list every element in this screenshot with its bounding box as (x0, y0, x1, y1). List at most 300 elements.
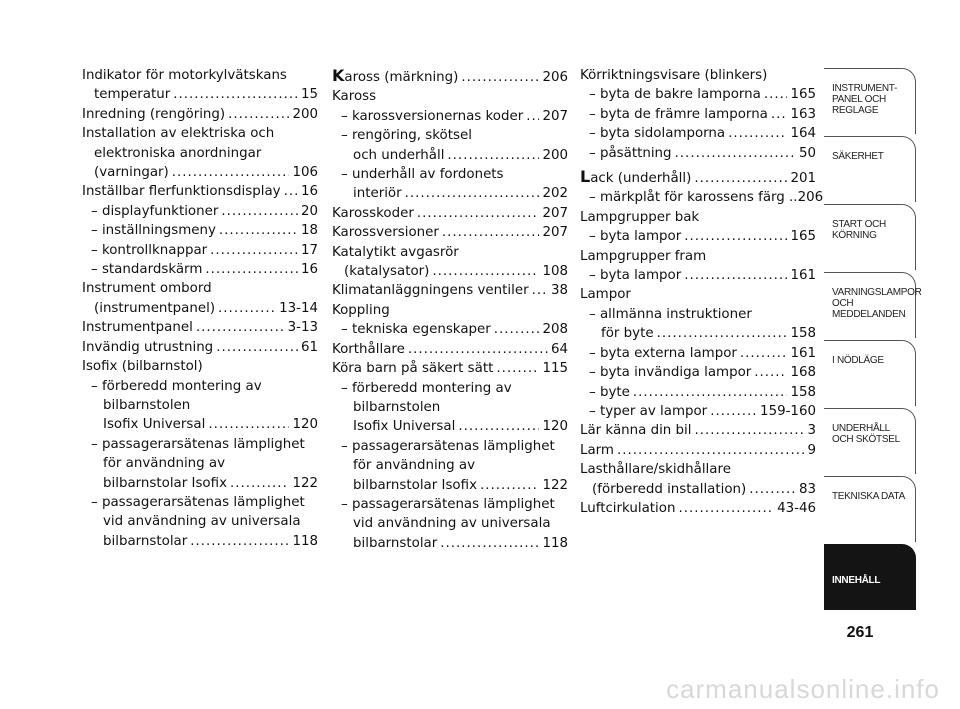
index-line (589, 85, 816, 104)
index-line (580, 499, 816, 518)
index-line (341, 437, 568, 456)
index-page-ref: 115 (542, 361, 568, 377)
leader-dots (695, 421, 805, 440)
index-term: Karosskoder (332, 205, 414, 221)
index-line (341, 534, 568, 553)
section-tab-label: REGLAGE (832, 105, 879, 116)
section-tab[interactable] (824, 476, 916, 542)
index-line (341, 417, 568, 436)
index-term: vid användning av universala (353, 516, 551, 532)
index-line (589, 188, 824, 207)
index-line (580, 421, 816, 440)
index-line (589, 105, 816, 124)
index-line (341, 379, 568, 398)
index-line (91, 202, 318, 221)
leader-dots (221, 202, 298, 221)
index-page-ref: 164 (790, 126, 816, 142)
index-line (341, 476, 568, 495)
index-line (332, 243, 568, 262)
index-page-ref: 161 (790, 345, 816, 361)
index-entry (82, 279, 318, 318)
index-line (332, 340, 568, 359)
index-entry (580, 85, 816, 104)
index-entry (580, 266, 816, 285)
index-page-ref: 3-13 (287, 320, 318, 336)
index-line (580, 66, 816, 85)
leader-dots (442, 223, 540, 242)
index-line (589, 363, 816, 382)
index-entry (82, 338, 318, 357)
leader-dots (771, 105, 788, 124)
index-page-ref: 3 (807, 423, 816, 439)
index-term: Körriktningsvisare (blinkers) (580, 68, 768, 83)
index-entry (580, 124, 816, 143)
index-entry (580, 363, 816, 382)
index-page-ref: 120 (542, 419, 568, 435)
index-line (332, 359, 568, 378)
index-term: Instrument ombord (82, 281, 212, 297)
index-entry (580, 344, 816, 363)
index-term: – passagerarsätenas lämplighet (91, 494, 305, 510)
index-term: (instrumentpanel) (94, 300, 216, 316)
leader-dots (440, 534, 539, 553)
index-term: – byte (589, 384, 630, 400)
index-line (589, 227, 816, 246)
leader-dots (496, 359, 539, 378)
leader-dots (196, 318, 285, 337)
index-term: Lampor (580, 287, 631, 303)
index-term: – förberedd montering av (341, 380, 512, 396)
index-line (580, 480, 816, 499)
index-line (82, 182, 318, 201)
leader-dots (480, 476, 539, 495)
index-line (341, 398, 568, 417)
index-term: Inställbar flerfunktionsdisplay (82, 184, 281, 200)
index-term: – typer av lampor (589, 403, 708, 419)
section-tab-label: PANEL OCH (832, 94, 886, 105)
index-entry (580, 66, 816, 85)
leader-dots (657, 324, 788, 343)
leader-dots (764, 85, 788, 104)
index-page-ref: 120 (292, 417, 318, 433)
index-term: Invändig utrustning (82, 339, 214, 355)
section-tab-label: OCH (832, 298, 854, 309)
index-column-3 (580, 66, 824, 518)
index-page-ref: 122 (542, 477, 568, 493)
index-page-ref: 83 (798, 481, 816, 497)
index-line (82, 318, 318, 337)
index-entry (82, 105, 318, 124)
index-line (82, 85, 318, 104)
index-page-ref: 17 (300, 242, 318, 258)
index-line (82, 279, 318, 298)
index-page-ref: 208 (542, 322, 568, 338)
section-tab[interactable] (824, 68, 916, 134)
index-term: – inställningsmeny (91, 223, 216, 239)
index-entry (82, 357, 318, 376)
index-letter-initial: K (332, 66, 345, 85)
index-term: – byta externa lampor (589, 345, 737, 361)
index-term: – passagerarsätenas lämplighet (91, 436, 305, 452)
index-term: Köra barn på säkert sätt (332, 361, 494, 377)
index-page-ref: 20 (300, 203, 318, 219)
index-term: Isofix (bilbarnstol) (82, 359, 203, 375)
index-entry (332, 281, 568, 300)
index-line (580, 167, 816, 188)
index-entry (580, 285, 816, 304)
index-term: vid användning av universala (103, 514, 301, 530)
index-term: elektroniska anordningar (94, 145, 262, 161)
index-line (589, 383, 816, 402)
leader-dots (408, 340, 548, 359)
index-term: Lär känna din bil (580, 423, 692, 439)
index-entry (332, 495, 568, 553)
index-entry (332, 107, 568, 126)
leader-dots (432, 262, 539, 281)
index-line (91, 454, 318, 473)
index-line (82, 163, 318, 182)
index-page-ref: 118 (292, 533, 318, 549)
index-term: Indikator för motorkylvätskans (82, 68, 287, 83)
index-page-ref: 159-160 (760, 403, 816, 419)
leader-dots (461, 68, 539, 87)
leader-dots (405, 184, 540, 203)
index-line (91, 435, 318, 454)
index-line (82, 105, 318, 124)
index-entry (580, 247, 816, 266)
section-tabs (824, 68, 922, 610)
index-line (589, 144, 816, 163)
index-page-ref: 207 (542, 225, 568, 241)
index-entry (332, 66, 568, 87)
leader-dots (208, 415, 289, 434)
index-entry (580, 167, 816, 188)
section-tab[interactable] (824, 272, 922, 338)
index-line (341, 320, 568, 339)
index-term: temperatur (94, 87, 171, 103)
section-tab-label: UNDERHÅLL (832, 423, 890, 434)
index-page-ref: 50 (798, 145, 816, 161)
section-tab-label: VARNINGSLAMPOR (832, 287, 922, 298)
section-tab[interactable] (824, 340, 916, 406)
index-term: – passagerarsätenas lämplighet (341, 438, 555, 454)
section-tab[interactable] (824, 544, 916, 610)
leader-dots (172, 163, 290, 182)
index-term: – byta de bakre lamporna (589, 87, 761, 103)
index-line (589, 305, 816, 324)
index-entry (332, 340, 568, 359)
index-entry (82, 241, 318, 260)
index-entry (82, 260, 318, 279)
index-entry (332, 437, 568, 495)
index-page-ref: 38 (550, 283, 568, 299)
index-page-ref: 18 (300, 223, 318, 239)
index-term: – displayfunktioner (91, 203, 219, 219)
index-term: – rengöring, skötsel (341, 128, 472, 144)
index-term: Instrumentpanel (82, 320, 193, 336)
index-term: för användning av (103, 456, 226, 472)
section-tab[interactable] (824, 204, 916, 270)
index-line (332, 281, 568, 300)
index-term: – byta lampor (589, 229, 682, 245)
section-tab-label: MEDDELANDEN (832, 309, 906, 320)
leader-dots (754, 363, 787, 382)
index-line (82, 144, 318, 163)
index-term: Installation av elektriska och (82, 126, 275, 142)
index-entry (82, 124, 318, 182)
index-line (341, 146, 568, 165)
index-entry (332, 87, 568, 106)
index-term: Koppling (332, 302, 390, 318)
index-page-ref: 206 (542, 70, 568, 85)
index-term: – underhåll av fordonets (341, 167, 504, 183)
index-entry (82, 182, 318, 201)
index-line (341, 184, 568, 203)
section-tab-label: SÄKERHET (832, 151, 884, 162)
index-line (82, 299, 318, 318)
leader-dots (684, 227, 787, 246)
index-page-ref: 207 (542, 108, 568, 124)
index-term: (förberedd installation) (592, 481, 747, 497)
index-page-ref: 118 (542, 535, 568, 551)
index-line (91, 260, 318, 279)
leader-dots (694, 169, 787, 188)
index-entry (332, 165, 568, 204)
index-entry (580, 383, 816, 402)
section-tab[interactable] (824, 408, 916, 474)
index-column-2 (332, 66, 568, 553)
index-term: Lampgrupper fram (580, 248, 707, 264)
index-page-ref: 106 (292, 165, 318, 181)
index-page-ref: 165 (790, 229, 816, 245)
leader-dots (284, 182, 298, 201)
index-entry (580, 441, 816, 460)
index-line (91, 396, 318, 415)
index-entry (580, 402, 816, 421)
index-entry (580, 105, 816, 124)
index-page-ref: 168 (790, 365, 816, 381)
index-term: Kaross (332, 89, 377, 105)
index-term: (katalysator) (344, 264, 430, 280)
leader-dots (617, 441, 804, 460)
index-entry (580, 227, 816, 246)
index-entry (580, 208, 816, 227)
index-page-ref: 200 (292, 106, 318, 122)
index-term: – märkplåt för karossens färg .. (589, 190, 798, 206)
index-line (332, 262, 568, 281)
index-term: – byta de främre lamporna (589, 106, 768, 122)
index-page-ref: 161 (790, 268, 816, 284)
index-entry (82, 66, 318, 105)
leader-dots (684, 266, 787, 285)
index-line (82, 124, 318, 143)
index-line (589, 344, 816, 363)
leader-dots (633, 383, 788, 402)
index-entry (332, 223, 568, 242)
leader-dots (210, 241, 298, 260)
index-line (332, 223, 568, 242)
leader-dots (749, 480, 796, 499)
index-term: Larm (580, 442, 614, 458)
index-term: för byte (601, 326, 654, 342)
index-term: bilbarnstolen (353, 399, 441, 415)
leader-dots (678, 499, 774, 518)
index-term: Luftcirkulation (580, 500, 676, 516)
index-entry (580, 305, 816, 344)
index-term: bilbarnstolen (103, 397, 191, 413)
leader-dots (675, 144, 796, 163)
index-entry (82, 377, 318, 435)
leader-dots (190, 532, 289, 551)
index-line (91, 241, 318, 260)
index-term: Lack (underhåll) (580, 167, 692, 187)
index-line (91, 512, 318, 531)
index-term: Katalytikt avgasrör (332, 244, 459, 260)
index-term: – byta sidolamporna (589, 126, 726, 142)
index-line (332, 87, 568, 106)
index-entry (332, 204, 568, 223)
leader-dots (526, 107, 539, 126)
index-page-ref: 165 (790, 87, 816, 103)
index-entry (82, 318, 318, 337)
index-term: bilbarnstolar Isofix (353, 477, 477, 493)
leader-dots (417, 204, 540, 223)
section-tab-label: I NÖDLÄGE (832, 355, 884, 366)
leader-dots (728, 124, 787, 143)
index-entry (332, 320, 568, 339)
index-term: – förberedd montering av (91, 378, 262, 394)
index-page-ref: 158 (790, 384, 816, 400)
index-line (341, 495, 568, 514)
leader-dots (216, 338, 298, 357)
index-page-ref: 201 (790, 171, 816, 187)
index-page-ref: 61 (300, 339, 318, 355)
leader-dots (230, 474, 289, 493)
index-line (589, 402, 816, 421)
index-line (580, 208, 816, 227)
section-tab-label: OCH SKÖTSEL (832, 434, 900, 445)
index-line (341, 165, 568, 184)
index-line (332, 301, 568, 320)
index-page-ref: 163 (790, 106, 816, 122)
index-page-ref: 207 (542, 205, 568, 221)
index-line (332, 204, 568, 223)
index-line (341, 514, 568, 533)
index-line (82, 338, 318, 357)
index-term: Isofix Universal (103, 417, 206, 433)
leader-dots (494, 320, 540, 339)
index-term: bilbarnstolar Isofix (103, 475, 227, 491)
index-term: – påsättning (589, 145, 672, 161)
index-entry (332, 379, 568, 437)
index-line (341, 126, 568, 145)
index-page-ref: 16 (300, 262, 318, 278)
page-number: 261 (846, 624, 874, 641)
index-line (91, 474, 318, 493)
index-term: Inredning (rengöring) (82, 106, 226, 122)
index-entry (580, 144, 816, 163)
index-page-ref: 13-14 (279, 300, 318, 316)
index-term: – kontrollknappar (91, 242, 208, 258)
index-line (580, 285, 816, 304)
index-column-1 (82, 66, 318, 551)
leader-dots (532, 281, 548, 300)
index-entry (82, 221, 318, 240)
index-term: – passagerarsätenas lämplighet (341, 496, 555, 512)
leader-dots (740, 344, 788, 363)
index-line (580, 441, 816, 460)
index-term: bilbarnstolar (353, 535, 438, 551)
index-line (589, 266, 816, 285)
index-term: Lasthållare/skidhållare (580, 462, 731, 478)
leader-dots (205, 260, 298, 279)
index-page-ref: 9 (807, 442, 816, 458)
index-line (332, 66, 568, 87)
index-entry (332, 301, 568, 320)
index-page-ref: 108 (542, 264, 568, 280)
index-page-ref: 206 (797, 190, 824, 206)
index-line (91, 221, 318, 240)
index-term: – allmänna instruktioner (589, 306, 752, 322)
index-term: Klimatanläggningens ventiler (332, 283, 529, 299)
section-tab-label: TEKNISKA DATA (832, 491, 905, 502)
index-term: – standardskärm (91, 262, 203, 278)
index-term: – byta invändiga lampor (589, 365, 752, 381)
index-page-ref: 158 (790, 326, 816, 342)
leader-dots (173, 85, 298, 104)
index-term: (varningar) (94, 165, 169, 181)
index-entry (580, 421, 816, 440)
index-line (341, 107, 568, 126)
index-entry (332, 243, 568, 282)
index-line (91, 415, 318, 434)
index-page-ref: 200 (542, 147, 568, 163)
section-tab-label: INNEHÅLL (832, 575, 881, 586)
index-page-ref: 15 (300, 87, 318, 103)
index-term: Karossversioner (332, 225, 439, 241)
index-line (580, 460, 816, 479)
index-term: – byta lampor (589, 268, 682, 284)
section-tab-label: KÖRNING (832, 230, 877, 241)
leader-dots (447, 146, 539, 165)
index-line (341, 456, 568, 475)
index-entry (580, 499, 816, 518)
index-term: bilbarnstolar (103, 533, 188, 549)
index-line (91, 532, 318, 551)
index-term: Korthållare (332, 341, 405, 357)
index-page-ref: 202 (542, 186, 568, 202)
leader-dots (458, 417, 539, 436)
index-line (82, 357, 318, 376)
index-entry (82, 493, 318, 551)
index-line (82, 66, 318, 85)
index-entry (82, 202, 318, 221)
index-entry (332, 126, 568, 165)
index-line (589, 124, 816, 143)
index-entry (82, 435, 318, 493)
leader-dots (219, 221, 298, 240)
section-tab[interactable] (824, 136, 916, 202)
index-line (91, 377, 318, 396)
section-tab-label: INSTRUMENT- (832, 83, 898, 94)
index-term: Kaross (märkning) (332, 66, 459, 85)
index-page-ref: 16 (300, 184, 318, 200)
index-entry (580, 460, 816, 499)
section-tab-label: START OCH (832, 219, 886, 230)
index-letter-initial: L (580, 167, 591, 187)
index-entry (332, 359, 568, 378)
index-term: Isofix Universal (353, 419, 456, 435)
